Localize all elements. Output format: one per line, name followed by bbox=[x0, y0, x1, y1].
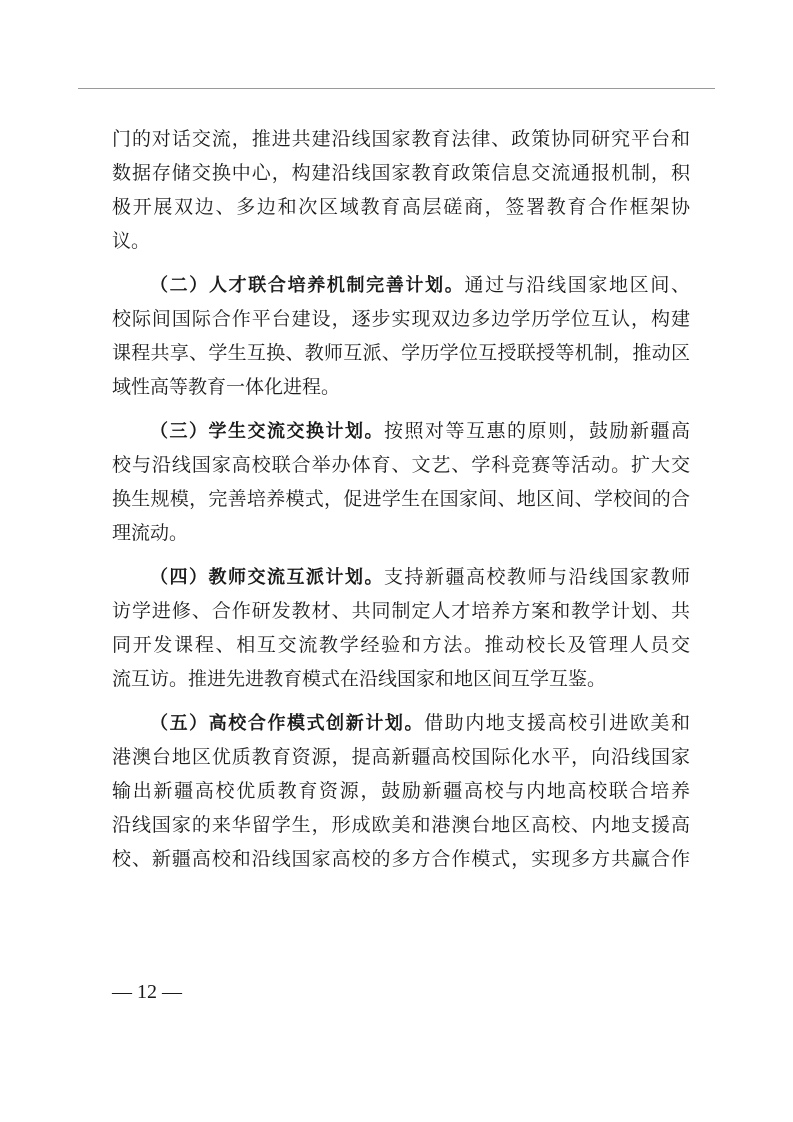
text-line: 访学进修、合作研发教材、共同制定人才培养方案和教学计划、共 bbox=[112, 600, 690, 622]
page-number: — 12 — bbox=[112, 981, 182, 1003]
paragraph-first-line bbox=[112, 268, 690, 302]
text-run: 借助内地支援高校引进欧美和 bbox=[424, 712, 690, 734]
text-line: 港澳台地区优质教育资源，提高新疆高校国际化水平，向沿线国家 bbox=[112, 746, 690, 768]
text-run: 通过与沿线国家地区间、 bbox=[464, 274, 690, 296]
section-heading: （二）人才联合培养机制完善计划。 bbox=[150, 275, 465, 296]
paragraph-teacher-exchange bbox=[112, 560, 690, 696]
paragraph-continuation bbox=[112, 122, 690, 258]
section-heading: （五）高校合作模式创新计划。 bbox=[150, 713, 425, 734]
text-line: 输出新疆高校优质教育资源，鼓励新疆高校与内地高校联合培养 bbox=[112, 780, 690, 802]
section-heading: （三）学生交流交换计划。 bbox=[150, 421, 384, 442]
paragraph-cooperation-model bbox=[112, 706, 690, 876]
paragraph-student-exchange bbox=[112, 414, 690, 550]
text-line: 沿线国家的来华留学生，形成欧美和港澳台地区高校、内地支援高 bbox=[112, 814, 690, 836]
text-line: 流互访。推进先进教育模式在沿线国家和地区间互学互鉴。 bbox=[112, 668, 607, 690]
header-rule bbox=[78, 88, 715, 89]
paragraph-first-line bbox=[112, 414, 690, 448]
text-run: 按照对等互惠的原则，鼓励新疆高 bbox=[384, 420, 690, 442]
text-line: 校与沿线国家高校联合举办体育、文艺、学科竞赛等活动。扩大交 bbox=[112, 454, 690, 476]
text-line: 校、新疆高校和沿线国家高校的多方合作模式，实现多方共赢合作 bbox=[112, 848, 690, 870]
text-line: 换生规模，完善培养模式，促进学生在国家间、地区间、学校间的合 bbox=[112, 488, 690, 510]
text-line: 数据存储交换中心，构建沿线国家教育政策信息交流通报机制，积 bbox=[112, 162, 690, 184]
text-run: 支持新疆高校教师与沿线国家教师 bbox=[384, 566, 690, 588]
text-line: 域性高等教育一体化进程。 bbox=[112, 376, 341, 398]
paragraph-first-line bbox=[112, 706, 690, 740]
text-line: 同开发课程、相互交流教学经验和方法。推动校长及管理人员交 bbox=[112, 634, 690, 656]
document-body bbox=[112, 122, 690, 876]
text-line: 门的对话交流，推进共建沿线国家教育法律、政策协同研究平台和 bbox=[112, 128, 690, 150]
text-line: 课程共享、学生互换、教师互派、学历学位互授联授等机制，推动区 bbox=[112, 342, 690, 364]
text-line: 极开展双边、多边和次区域教育高层磋商，签署教育合作框架协 bbox=[112, 196, 690, 218]
paragraph-first-line bbox=[112, 560, 690, 594]
text-line: 校际间国际合作平台建设，逐步实现双边多边学历学位互认，构建 bbox=[112, 308, 690, 330]
paragraph-talent-training bbox=[112, 268, 690, 404]
text-line: 议。 bbox=[112, 230, 151, 252]
section-heading: （四）教师交流互派计划。 bbox=[150, 567, 384, 588]
text-line: 理流动。 bbox=[112, 522, 189, 544]
